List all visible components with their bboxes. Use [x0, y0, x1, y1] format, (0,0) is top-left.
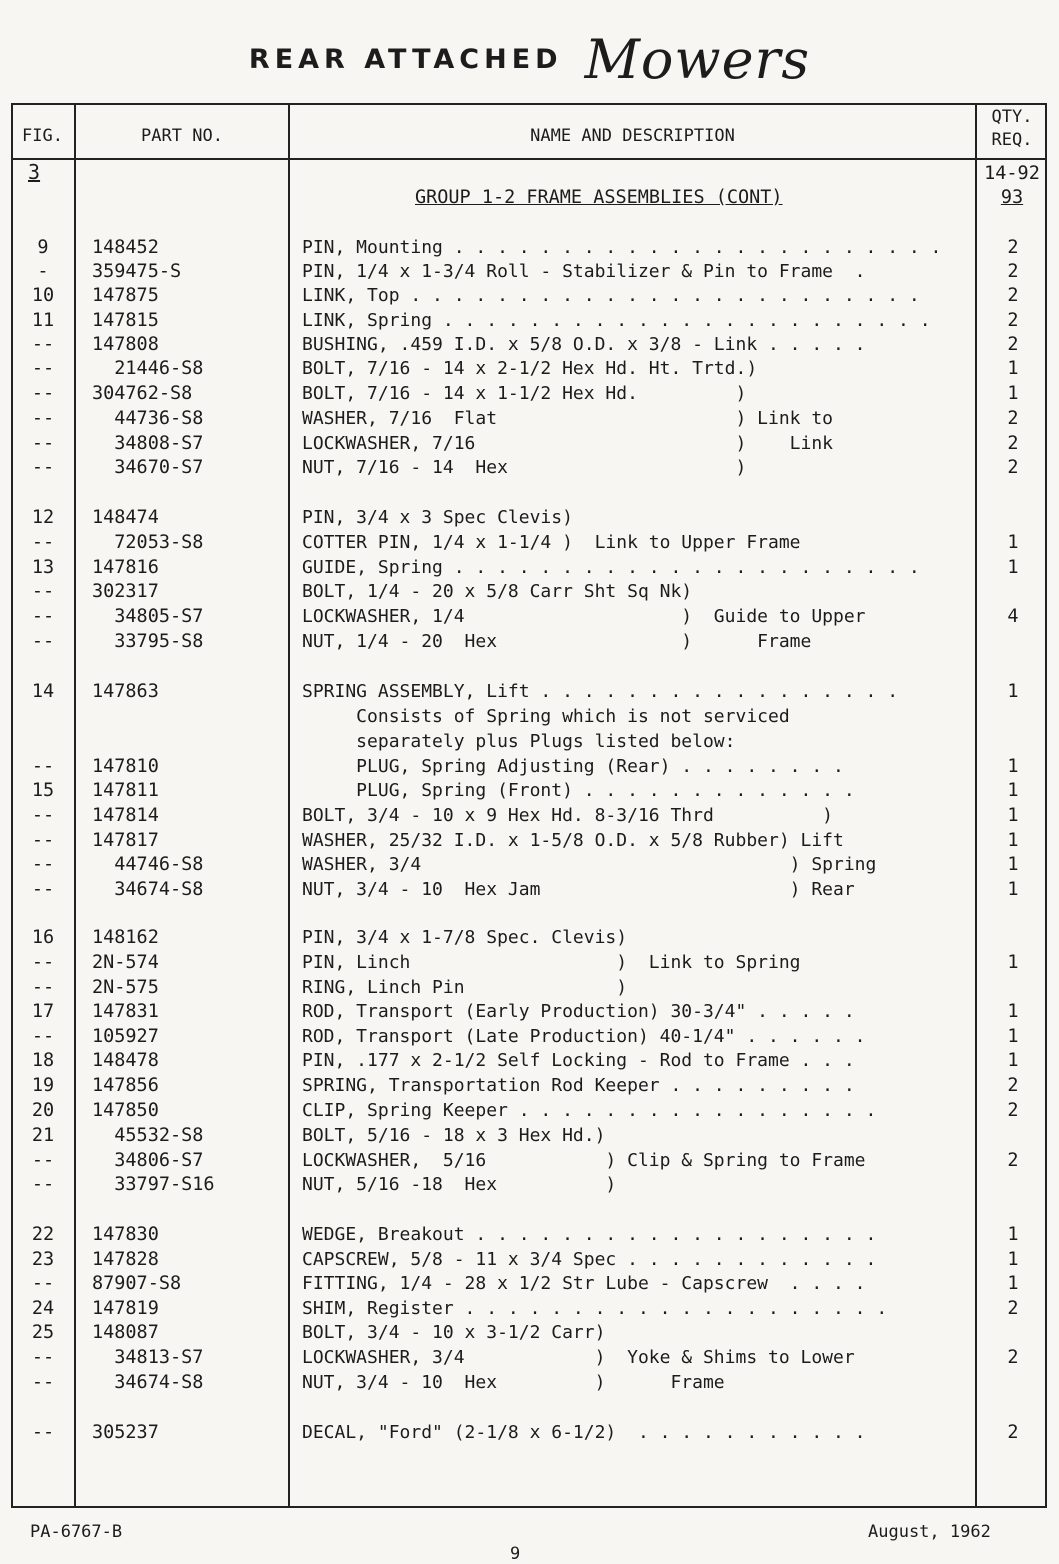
row-part-number: 44736-S8 [92, 408, 204, 429]
row-part-number: 147811 [92, 780, 159, 801]
header-divider [11, 158, 1047, 160]
qty-model-line2: 93 [1000, 187, 1024, 208]
row-quantity: 2 [1007, 237, 1019, 258]
row-fig-number: -- [31, 457, 55, 478]
row-quantity: 2 [1007, 457, 1019, 478]
row-part-number: 147814 [92, 805, 159, 826]
row-fig-number: -- [31, 1150, 55, 1171]
row-quantity: 1 [1007, 1050, 1019, 1071]
row-fig-number: -- [31, 1422, 55, 1443]
row-description: CLIP, Spring Keeper . . . . . . . . . . . . . . . . . [302, 1100, 877, 1121]
row-part-number: 148162 [92, 927, 159, 948]
row-description: NUT, 7/16 - 14 Hex ) [302, 457, 747, 478]
row-description: LINK, Top . . . . . . . . . . . . . . . . . . . . . . . . [302, 285, 920, 306]
row-part-number: 147808 [92, 334, 159, 355]
row-part-number: 147831 [92, 1001, 159, 1022]
row-description: FITTING, 1/4 - 28 x 1/2 Str Lube - Capscrew . . . . [302, 1273, 866, 1294]
row-part-number: 33797-S16 [92, 1174, 215, 1195]
header-part-no: PART NO. [141, 126, 223, 146]
row-fig-number: -- [31, 631, 55, 652]
row-description: LOCKWASHER, 3/4 ) Yoke & Shims to Lower [302, 1347, 855, 1368]
row-description: DECAL, "Ford" (2-1/8 x 6-1/2) . . . . . . . . . . . [302, 1422, 866, 1443]
row-description: SPRING ASSEMBLY, Lift . . . . . . . . . . . . . . . . . [302, 681, 899, 702]
row-description: COTTER PIN, 1/4 x 1-1/4 ) Link to Upper Frame [302, 532, 801, 553]
row-fig-number: -- [31, 1026, 55, 1047]
row-description: BOLT, 3/4 - 10 x 9 Hex Hd. 8-3/16 Thrd ) [302, 805, 834, 826]
row-description: BOLT, 7/16 - 14 x 2-1/2 Hex Hd. Ht. Trtd.) [302, 358, 758, 379]
column-divider [975, 103, 977, 1508]
row-description: NUT, 3/4 - 10 Hex Jam ) Rear [302, 879, 855, 900]
row-part-number: 305237 [92, 1422, 159, 1443]
row-part-number: 147850 [92, 1100, 159, 1121]
row-quantity: 2 [1007, 334, 1019, 355]
row-description: BOLT, 1/4 - 20 x 5/8 Carr Sht Sq Nk) [302, 581, 693, 602]
page-number: 9 [510, 1544, 521, 1564]
page-title [0, 28, 1059, 91]
row-fig-number: -- [31, 581, 55, 602]
group-title: GROUP 1-2 FRAME ASSEMBLIES (CONT) [415, 187, 783, 208]
row-fig-number: -- [31, 383, 55, 404]
row-part-number: 105927 [92, 1026, 159, 1047]
row-fig-number: -- [31, 334, 55, 355]
row-fig-number: 16 [31, 927, 55, 948]
row-fig-number: 24 [31, 1298, 55, 1319]
row-part-number: 45532-S8 [92, 1125, 204, 1146]
row-fig-number: -- [31, 1347, 55, 1368]
row-fig-number: -- [31, 532, 55, 553]
row-part-number: 148474 [92, 507, 159, 528]
row-description: BOLT, 7/16 - 14 x 1-1/2 Hex Hd. ) [302, 383, 747, 404]
row-fig-number: 25 [31, 1322, 55, 1343]
row-part-number: 34674-S8 [92, 879, 204, 900]
row-description: NUT, 3/4 - 10 Hex ) Frame [302, 1372, 725, 1393]
row-fig-number: 18 [31, 1050, 55, 1071]
row-part-number: 87907-S8 [92, 1273, 182, 1294]
figure-number: 3 [28, 160, 41, 184]
row-description: PIN, .177 x 2-1/2 Self Locking - Rod to Frame . . . [302, 1050, 855, 1071]
row-quantity: 2 [1007, 1075, 1019, 1096]
row-quantity: 1 [1007, 756, 1019, 777]
row-part-number: 147815 [92, 310, 159, 331]
row-part-number: 44746-S8 [92, 854, 204, 875]
header-qty [977, 108, 1047, 150]
row-description: NUT, 1/4 - 20 Hex ) Frame [302, 631, 812, 652]
row-part-number: 147816 [92, 557, 159, 578]
row-fig-number: -- [31, 879, 55, 900]
row-fig-number: 10 [31, 285, 55, 306]
column-divider [288, 103, 290, 1508]
row-fig-number: -- [31, 830, 55, 851]
row-description: ROD, Transport (Late Production) 40-1/4" . . . . . . [302, 1026, 866, 1047]
row-fig-number: 19 [31, 1075, 55, 1096]
row-part-number: 147863 [92, 681, 159, 702]
row-fig-number: -- [31, 1372, 55, 1393]
row-quantity: 1 [1007, 1249, 1019, 1270]
row-quantity: 1 [1007, 532, 1019, 553]
row-fig-number: 12 [31, 507, 55, 528]
row-quantity: 2 [1007, 310, 1019, 331]
qty-model-line1: 14-92 [984, 163, 1040, 184]
row-description: WASHER, 3/4 ) Spring [302, 854, 877, 875]
row-description: PIN, 3/4 x 1-7/8 Spec. Clevis) [302, 927, 628, 948]
row-part-number: 302317 [92, 581, 159, 602]
row-fig-number: -- [31, 433, 55, 454]
footer-doc-code: PA-6767-B [30, 1522, 123, 1542]
row-part-number: 2N-575 [92, 977, 159, 998]
header-qty-line2: REQ. [991, 130, 1033, 150]
row-part-number: 147810 [92, 756, 159, 777]
row-fig-number: 20 [31, 1100, 55, 1121]
row-description: WEDGE, Breakout . . . . . . . . . . . . . . . . . . . [302, 1224, 877, 1245]
row-part-number: 147856 [92, 1075, 159, 1096]
row-description: WASHER, 7/16 Flat ) Link to [302, 408, 834, 429]
header-fig: FIG. [22, 126, 63, 146]
row-quantity: 1 [1007, 830, 1019, 851]
row-quantity: 1 [1007, 358, 1019, 379]
row-quantity: 4 [1007, 606, 1019, 627]
row-description: SPRING, Transportation Rod Keeper . . . . . . . . . [302, 1075, 855, 1096]
row-part-number: 2N-574 [92, 952, 159, 973]
row-fig-number: 9 [37, 237, 49, 258]
row-fig-number: -- [31, 977, 55, 998]
row-quantity: 1 [1007, 1273, 1019, 1294]
row-part-number: 33795-S8 [92, 631, 204, 652]
row-fig-number: 13 [31, 557, 55, 578]
row-part-number: 147830 [92, 1224, 159, 1245]
column-divider [74, 103, 76, 1508]
row-description: PIN, 3/4 x 3 Spec Clevis) [302, 507, 573, 528]
row-quantity: 2 [1007, 1100, 1019, 1121]
page-title-main: REAR ATTACHED [248, 44, 563, 75]
row-description: LOCKWASHER, 7/16 ) Link [302, 433, 834, 454]
row-part-number: 148478 [92, 1050, 159, 1071]
row-quantity: 2 [1007, 285, 1019, 306]
row-description: BUSHING, .459 I.D. x 5/8 O.D. x 3/8 - Link . . . . . [302, 334, 866, 355]
row-description: SHIM, Register . . . . . . . . . . . . . . . . . . . . [302, 1298, 888, 1319]
page-title-script: Mowers [584, 28, 811, 91]
row-part-number: 148452 [92, 237, 159, 258]
row-quantity: 1 [1007, 1224, 1019, 1245]
row-description: CAPSCREW, 5/8 - 11 x 3/4 Spec . . . . . . . . . . . . [302, 1249, 877, 1270]
row-description: NUT, 5/16 -18 Hex ) [302, 1174, 617, 1195]
row-part-number: 34805-S7 [92, 606, 204, 627]
row-part-number: 147817 [92, 830, 159, 851]
row-part-number: 147819 [92, 1298, 159, 1319]
row-fig-number: 14 [31, 681, 55, 702]
row-part-number: 147828 [92, 1249, 159, 1270]
row-description: LOCKWASHER, 1/4 ) Guide to Upper [302, 606, 866, 627]
row-fig-number: 11 [31, 310, 55, 331]
row-quantity: 2 [1007, 1298, 1019, 1319]
row-quantity: 1 [1007, 1026, 1019, 1047]
row-fig-number: 21 [31, 1125, 55, 1146]
row-part-number: 34806-S7 [92, 1150, 204, 1171]
row-fig-number: -- [31, 606, 55, 627]
row-fig-number: 15 [31, 780, 55, 801]
row-quantity: 1 [1007, 557, 1019, 578]
row-quantity: 2 [1007, 1422, 1019, 1443]
row-part-number: 72053-S8 [92, 532, 204, 553]
row-part-number: 148087 [92, 1322, 159, 1343]
row-fig-number: -- [31, 1174, 55, 1195]
row-fig-number: -- [31, 805, 55, 826]
row-description: GUIDE, Spring . . . . . . . . . . . . . . . . . . . . . . [302, 557, 920, 578]
row-fig-number: 17 [31, 1001, 55, 1022]
row-description: RING, Linch Pin ) [302, 977, 628, 998]
footer-date: August, 1962 [868, 1522, 991, 1542]
row-part-number: 34813-S7 [92, 1347, 204, 1368]
row-description: separately plus Plugs listed below: [302, 731, 736, 752]
row-description: BOLT, 5/16 - 18 x 3 Hex Hd.) [302, 1125, 606, 1146]
header-qty-line1: QTY. [991, 107, 1033, 127]
row-description: ROD, Transport (Early Production) 30-3/4" . . . . . [302, 1001, 855, 1022]
row-part-number: 34674-S8 [92, 1372, 204, 1393]
row-description: PLUG, Spring (Front) . . . . . . . . . . . . . [302, 780, 855, 801]
row-part-number: 34808-S7 [92, 433, 204, 454]
row-description: LOCKWASHER, 5/16 ) Clip & Spring to Frame [302, 1150, 866, 1171]
row-fig-number: -- [31, 952, 55, 973]
row-quantity: 1 [1007, 1001, 1019, 1022]
row-quantity: 2 [1007, 408, 1019, 429]
row-quantity: 1 [1007, 383, 1019, 404]
row-quantity: 2 [1007, 433, 1019, 454]
row-part-number: 359475-S [92, 261, 182, 282]
row-description: PIN, 1/4 x 1-3/4 Roll - Stabilizer & Pin to Frame . [302, 261, 866, 282]
row-quantity: 2 [1007, 1347, 1019, 1368]
row-description: BOLT, 3/4 - 10 x 3-1/2 Carr) [302, 1322, 606, 1343]
row-fig-number: 23 [31, 1249, 55, 1270]
row-description: PIN, Mounting . . . . . . . . . . . . . . . . . . . . . . . [302, 237, 942, 258]
header-name-description: NAME AND DESCRIPTION [530, 126, 735, 146]
row-description: Consists of Spring which is not serviced [302, 706, 790, 727]
row-quantity: 2 [1007, 1150, 1019, 1171]
row-fig-number: -- [31, 358, 55, 379]
row-part-number: 304762-S8 [92, 383, 193, 404]
row-quantity: 1 [1007, 879, 1019, 900]
row-fig-number: - [37, 261, 49, 282]
row-part-number: 21446-S8 [92, 358, 204, 379]
row-fig-number: -- [31, 1273, 55, 1294]
row-quantity: 1 [1007, 805, 1019, 826]
row-part-number: 147875 [92, 285, 159, 306]
row-part-number: 34670-S7 [92, 457, 204, 478]
row-description: PLUG, Spring Adjusting (Rear) . . . . . . . . [302, 756, 844, 777]
row-quantity: 1 [1007, 681, 1019, 702]
row-fig-number: -- [31, 408, 55, 429]
row-description: LINK, Spring . . . . . . . . . . . . . . . . . . . . . . . [302, 310, 931, 331]
row-fig-number: -- [31, 756, 55, 777]
row-description: PIN, Linch ) Link to Spring [302, 952, 801, 973]
row-description: WASHER, 25/32 I.D. x 1-5/8 O.D. x 5/8 Rubber) Lift [302, 830, 844, 851]
row-fig-number: -- [31, 854, 55, 875]
row-quantity: 1 [1007, 952, 1019, 973]
row-fig-number: 22 [31, 1224, 55, 1245]
row-quantity: 1 [1007, 854, 1019, 875]
row-quantity: 1 [1007, 780, 1019, 801]
row-quantity: 2 [1007, 261, 1019, 282]
